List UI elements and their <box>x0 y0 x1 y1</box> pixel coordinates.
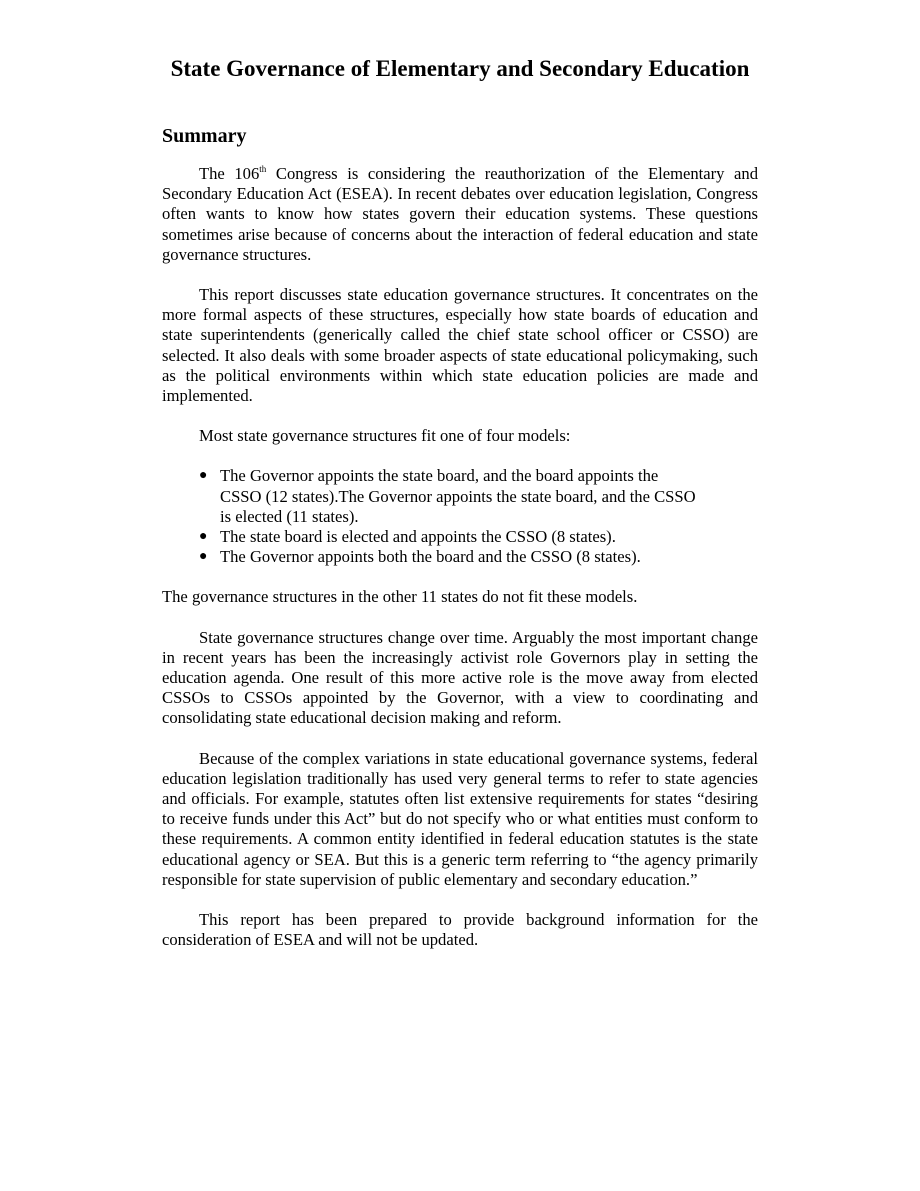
section-heading: Summary <box>162 125 247 147</box>
bullet-icon: ● <box>199 549 208 565</box>
paragraph-other-states: The governance structures in the other 11 states do not fit these models. <box>162 587 638 607</box>
list-item-text: The Governor appoints both the board and the CSSO (8 states). <box>220 547 641 567</box>
list-item <box>199 527 700 547</box>
list-item <box>199 466 700 527</box>
models-list <box>162 466 758 567</box>
paragraph-intro-start: The 106 <box>199 164 260 183</box>
document-page <box>162 54 758 951</box>
document-title: State Governance of Elementary and Secondary Education <box>170 56 750 81</box>
paragraph-report-note: This report has been prepared to provide background information for the consideration of ESEA and will not be updated. <box>162 910 758 950</box>
bullet-icon: ● <box>199 468 208 484</box>
paragraph-models-intro: Most state governance structures fit one of four models: <box>199 426 571 446</box>
list-item-text: The state board is elected and appoints the CSSO (8 states). <box>220 527 616 547</box>
paragraph-report-scope: This report discusses state education governance structures. It concentrates on the more formal aspects of these structures, especially how state boards of education and state superintendents (generically called the chief state school officer or CSSO) are selected. It also deals with some broader aspects of state educational policymaking, such as the political environments within which state education policies are made and implemented. <box>162 285 758 406</box>
bullet-icon: ● <box>199 529 208 545</box>
ordinal-suffix: th <box>259 164 267 174</box>
paragraph-change-over-time: State governance structures change over time. Arguably the most important change in recent years has been the increasingly activist role Governors play in setting the education agenda. One result of this more active role is the move away from elected CSSOs to CSSOs appointed by the Governor, with a view to coordinating and consolidating state educational decision making and reform. <box>162 627 758 728</box>
paragraph-federal-terms: Because of the complex variations in state educational governance systems, federal education legislation traditionally has used very general terms to refer to state agencies and officials. For example, statutes often list extensive requirements for states “desiring to receive funds under this Act” but do not specify who or what entities must conform to these requirements. A common entity identified in federal education statutes is the state educational agency or SEA. But this is a generic term referring to “the agency primarily responsible for state supervision of public elementary and secondary education.” <box>162 748 758 889</box>
list-item-text: The Governor appoints the state board, and the board appoints the CSSO (12 states).The Governor appoints the state board, and the CSSO is elected (11 states). <box>220 466 696 526</box>
paragraph-intro-rest: Congress is considering the reauthorization of the Elementary and Secondary Education Act (ESEA). In recent debates over education legislation, Congress often wants to know how states govern their education systems. These questions sometimes arise because of concerns about the interaction of federal education and state governance structures. <box>162 164 758 264</box>
paragraph-intro <box>162 164 758 265</box>
list-item <box>199 547 700 567</box>
